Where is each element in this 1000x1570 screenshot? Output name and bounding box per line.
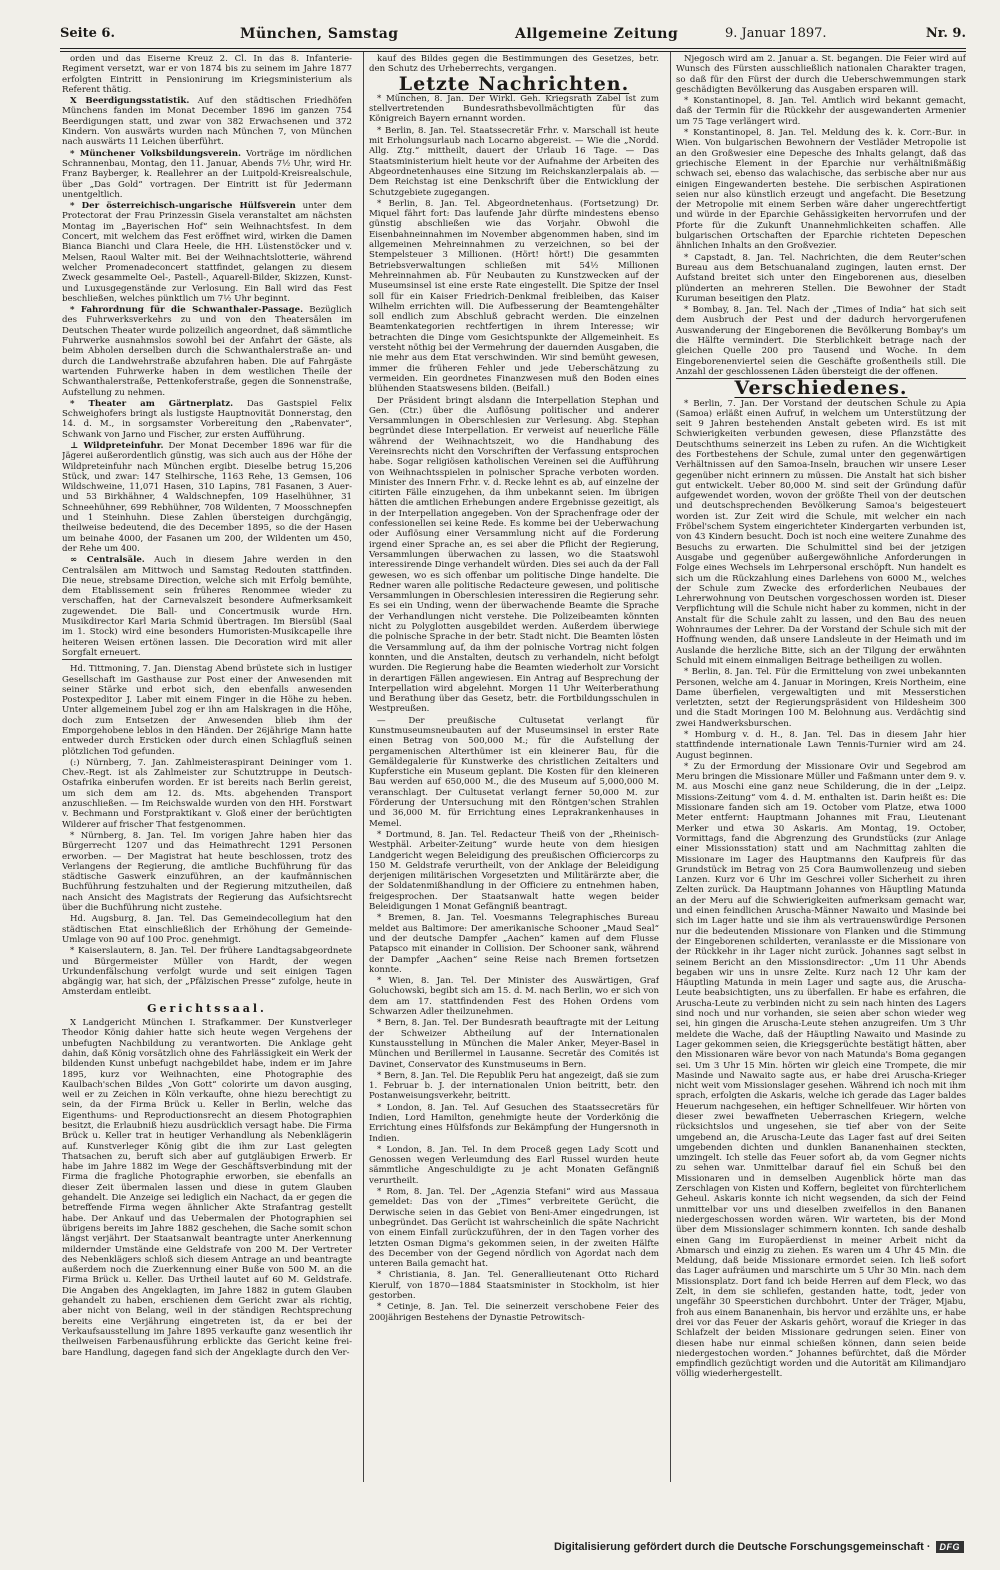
article-paragraph: * Berlin, 8. Jan. Tel. Abgeordnetenhaus. (Fortsetzung) Dr. Miquel fährt fort: Das laufende Jahr dürfte mindestens ebenso günstig abschließen wie das Vorjahr. Obwohl die Eisenbahneinnahmen im November abgenommen haben, sind im allgemeinen Mehreinnahmen zu verzeichnen, so bei der Stempelsteuer 3 Millionen. (Hört! hört!) Die gesammten Betriebsverwaltungen schließen mit 54½ Millionen Mehreinnahmen ab. Für Neubauten zu Kunstzwecken auf der Museumsinsel ist eine erste Rate eingestellt. Die Spitze der Insel soll für ein Kaiser Friedrich-Denkmal freibleiben, das Kaiser Wilhelm errichten will. Die Aufbesserung der Beamtengehälter soll endlich zum Abschluß gebracht werden. Die einzelnen Beamtenkategorien rechtfertigen in ihrem Interesse; wir betrachten die Dinge vom Gesichtspunkte der Allgemeinheit. Es versteht nöthig bei der Vermehrung der dauernden Ausgaben, die nie mehr aus dem Etat verschwinden. Wir sind bemüht gewesen, immer die früheren Fehler und jede Ueberschätzung zu vermeiden. Ein geordnetes Finanzwesen muß den Boden eines blühenden Staatswesens bilden. (Beifall.)	[369, 198, 659, 395]
article-text: Vorträge im nördlichen Schrannenbau, Montag, den 11. Januar, Abends 7½ Uhr, wird Hr. Franz Bayberger, k. Reallehrer an der Luitpold-Kreisrealschule, über „Das Gold“ vortragen. Der Eintritt ist für Jedermann unentgeltlich.	[62, 148, 352, 200]
article-paragraph	[62, 149, 352, 200]
article-paragraph: * London, 8. Jan. Tel. In dem Proceß gegen Lady Scott und Genossen wegen Verleumdung des Earl Russel wurden heute sämmtliche Angeschuldigte zu je acht Monaten Gefängniß verurtheilt.	[369, 1144, 659, 1186]
article-heading: ∞ Centralsäle.	[70, 555, 145, 566]
article-paragraph: * Cetinje, 8. Jan. Tel. Die seinerzeit verschobene Feier des 200jährigen Bestehens der Dynastie Petrowitsch-	[369, 1302, 659, 1323]
article-paragraph	[62, 555, 352, 658]
article-paragraph	[62, 201, 352, 304]
article-paragraph: * Berlin, 8. Jan. Tel. Für die Ermittelung von zwei unbekannten Personen, welche am 4. Januar in Moringen, Kreis Northeim, eine Dame überfielen, vergewaltigten und mit Messerstichen verletzten, setzt der Regierungspräsident von Hildesheim 300 und die Stadt Moringen 100 M. Belohnung aus. Verdächtig sind zwei Handwerksburschen.	[676, 667, 966, 729]
article-paragraph: * Bremen, 8. Jan. Tel. Voesmanns Telegraphisches Bureau meldet aus Baltimore: Der amerikanische Schooner „Maud Seal“ und der deutsche Dampfer „Aachen“ kamen auf dem Flusse Patapsco mit einander in Collision. Der Schooner sank, während der Dampfer „Aachen“ seine Reise nach Bremen fortsetzen konnte.	[369, 913, 659, 975]
article-paragraph: * Bombay, 8. Jan. Tel. Nach der „Times of India“ hat sich seit dem Ausbruch der Pest und der dadurch hervorgerufenen Auswanderung der Eingeborenen die Bevölkerung Bombay's um die Hälfte vermindert. Die Sterblichkeit betrage nach der gleichen Quelle 200 pro Tausend und Woche. In dem Eingeborenenviertel seien die Geschäfte großentheils still. Die Anzahl der geschlossenen Läden übersteigt die der offenen.	[676, 305, 966, 377]
article-paragraph: orden und das Eiserne Kreuz 2. Cl. In das 8. Infanterie-Regiment versetzt, war er von 1874 bis zu seinem im Jahre 1877 erfolgten Eintritt in Pensionirung im Kriegsministerium als Referent thätig.	[62, 54, 352, 95]
article-heading: ⊥ Wildpreteinfuhr.	[70, 440, 164, 451]
article-paragraph: — Der preußische Cultusetat verlangt für Kunstmuseumsneubauten auf der Museumsinsel in erster Rate einen Betrag von 500,000 M.; für die Aufstellung der pergamenischen Alterthümer ist ein kleinerer Bau, für die Gemäldegalerie für Kunstwerke des christlichen Zeitalters und Kupferstiche ein Museum geplant. Die Kosten für den kleineren Bau werden auf 650,000 M., die des Museum auf 5,000,000 M. veranschlagt. Der Cultusetat verlangt ferner 50,000 M. zur Förderung der Untersuchung mit den Röntgen'schen Strahlen und 36,000 M. für Errichtung eines Leprakrankenhauses in Memel.	[369, 715, 659, 829]
article-paragraph: * Capstadt, 8. Jan. Tel. Nachrichten, die dem Reuter'schen Bureau aus dem Betschuanaland zugingen, lauten ernst. Der Aufstand breitet sich unter den Eingeborenen aus, dieselben plünderten an mehreren Stellen. Die Bewohner der Stadt Kuruman beseitigen den Platz.	[676, 252, 966, 304]
newspaper-title: Allgemeine Zeitung	[515, 26, 679, 42]
issue-number: Nr. 9.	[925, 26, 966, 41]
article-heading: * Fahrordnung für die Schwanthaler-Passage.	[70, 305, 304, 316]
column-3	[676, 54, 966, 1482]
header-rule-thin	[60, 51, 966, 52]
article-paragraph	[62, 399, 352, 440]
column-divider	[670, 52, 671, 1482]
article-paragraph	[62, 441, 352, 554]
article-paragraph: * Wien, 8. Jan. Tel. Der Minister des Auswärtigen, Graf Goluchowski, begibt sich am 15. d. M. nach Berlin, wo er sich von dem am 17. stattfindenden Fest des Hohen Ordens vom Schwarzen Adler theilzunehmen.	[369, 976, 659, 1018]
article-paragraph	[62, 305, 352, 398]
section-heading-miscellaneous: Verschiedenes.	[734, 377, 908, 400]
article-paragraph: * Rom, 8. Jan. Tel. Der „Agenzia Stefani“ wird aus Massaua gemeldet: Das von der „Times“ verbreitete Gerücht, die Derwische seien in das Gebiet von Beni-Amer eingedrungen, ist unbegründet. Das Gerücht ist wahrscheinlich die späte Nachricht von einem Einfall zurückzuführen, der in den Tagen vorher des letzten Osman Digma's gekommen seien, in der zweiten Hälfte des December von der Gegend nördlich von Agordat nach dem unteren Baila gemacht hat.	[369, 1187, 659, 1270]
article-paragraph: * Christiania, 8. Jan. Tel. Generallieutenant Otto Richard Kierulf, von 1870—1884 Staatsminister in Stockholm, ist hier gestorben.	[369, 1270, 659, 1302]
article-text: Auf den städtischen Friedhöfen Münchens fanden im Monat December 1896 im ganzen 754 Beerdigungen statt, und zwar von 382 Erwachsenen und 372 Kindern. Von auswärts wurden nach München 7, von München nach auswärts 11 Leichen überführt.	[62, 96, 352, 148]
article-paragraph: Hd. Augsburg, 8. Jan. Tel. Das Gemeindecollegium hat den städtischen Etat einschließlich der Erhöhung der Gemeinde-Umlage von 90 auf 100 Proc. genehmigt.	[62, 914, 352, 945]
article-paragraph: * Bern, 8. Jan. Tel. Die Republik Peru hat angezeigt, daß sie zum 1. Februar b. J. der internationalen Union beitritt, betr. den Postanweisungsverkehr, beitritt.	[369, 1070, 659, 1102]
column-divider	[363, 52, 364, 1482]
article-paragraph: * Zu der Ermordung der Missionare Ovir und Segebrod am Meru bringen die Missionare Müller und Faßmann unter dem 9. v. M. aus Moschi eine ganz neue Schilderung, die in der „Leipz. Missions-Zeitung“ vom 4. d. M. enthalten ist. Darin heißt es: Die Missionare fanden sich am 19. October vom Platze, etwa 1000 Meter entfernt: Hauptmann Johannes mit Frau, Lieutenant Merker und etwa 30 Askaris. Am Montag, 19. October, Vormittags, fand die Abgrenzung des Grundstücks (zur Anlage einer Missionsstation) statt und am Nachmittag zahlten die Missionare im Lager des Hauptmanns den Kaufpreis für das Grundstück im Betrag von 25 Cora Baumwollenzeug und sieben Lanzen. Kurz vor 6 Uhr im Geschrei voller Sicherheit zu ihren Zelten zurück. Da Hauptmann Johannes von Häuptling Matunda an der Meru auf die Schwierigkeiten aufmerksam gemacht war, und einen feindlichen Aruscha-Männer Nawaito und Masinde bei sich im Lager hatte und sie ihm als vertrauenswürdige Personen nur die bedeutenden Missionare von Flanken und die Stimmung der Eingeborenen schilderten, veranlasste er die Missionare von der Rückkehr in ihr Lager nicht zurück. Johannes sagt selbst in seinem Bericht an den Missionsdirector: „Um 11 Uhr Abends begaben wir uns in unsre Zelte. Kurz nach 12 Uhr kam der Häuptling Matunda in mein Lager und sagte aus, die Aruscha-Leute beabsichtigten, uns zu überfallen. Er habe es erfahren, die Aruscha-Leute zu verbinden nicht zu sein nach hinten des Lagers sind noch und nur vorhanden, sie seien aber schon wieder weg sei, hin gingen die Aruscha-Leute stehen anzugreifen. Um 3 Uhr meldete die Wache, daß der Häuptling Nawaito und Masinde zu Lager gekommen seien, die Kriegsgerüchte bestätigt hätten, aber den Missionaren wäre bevor von nach Matunda's Boma gegangen sei. Um 3 Uhr 15 Min. hörten wir gleich eine Trompete, die mir Masinde und Nawaito sagte aus, er habe drei Aruscha-Krieger nicht weit vom Missionslager gesehen. Während ich noch mit ihm sprach, erfolgten die Askaris, welche ich gerade das Lager baldes Heuerum nachgesehen, ein heftiger Schnellfeuer. Wir hörten von dieser zwei bewaffneten Ueberraschen Kriegern, welche rücksichtslos und ungesehen, sie tief aber von der Seite umgebend an, die Aruscha-Leute das Lager fast auf drei Seiten umgebenden dichten und dunklen Bananenhainen steckten, umzingelt. Ich stelle das Feuer sofort ab, da vom Gegner nichts zu sehen war. Unmittelbar darauf fiel ein Schuß bei den Missionaren und in demselben Augenblick hörte man das Zerschlagen von Kisten und Koffern, begleitet von fürchterlichem Geheul. Askaris konnte ich nicht wegsenden, da sich der Feind unmittelbar vor uns und dieselben zweifellos in den Bananen niedergeschossen worden wären. Wir warteten, bis der Mond über dem Missionslager schimmern konnten. Ich sande deshalb einen Gang im Europäerdienst in meiner Arbeit nicht da Abmarsch und einzig zu ziehen. Es waren um 4 Uhr 45 Min. die Meldung, daß beide Missionare ermordet seien. Ich ließ sofort das Lager aufräumen und marschirte um 5 Uhr 30 Min. nach dem Missionsplatz. Dort fand ich beide Herren auf dem Fleck, wo das Zelt, in dem sie schliefen, gestanden hatte, todt, jeder von ungefähr 30 Speerstichen durchbohrt. Unter der Träger, Mjabu, froh aus einem Bananenhain, bis hervor und erzählte uns, er habe drei vor das Feuer der Askaris gehört, worauf die Krieger in das Schlafzelt der beiden Missionare gedrungen seien. Einer von diesen habe nur einmal schießen können, dann seien beide niedergestochen worden.“ Johannes befürchtet, daß die Mörder empfindlich gezüchtigt worden und die Autorität am Kilimandjaro völlig wiederhergestellt.	[676, 761, 966, 1380]
article-paragraph: * Berlin, 7. Jan. Der Vorstand der deutschen Schule zu Apia (Samoa) erläßt einen Aufruf, in welchem um Unterstützung der seit 9 Jahren bestehenden Anstalt gebeten wird. Es ist mit Schwierigkeiten verbunden gewesen, diese Pflanzstätte des Deutschthums seinerzeit ins Leben zu rufen. An die Wichtigkeit des Fortbestehens der Schule, zumal unter den gegenwärtigen Verhältnissen auf den Samoa-Inseln, brauchen wir unsere Leser gegenüber nicht erinnern zu müssen. Die Anstalt hat sich bisher gut entwickelt. Ueber 80,000 M. sind seit der Gründung dafür aufgewendet worden, wovon der größte Theil von der deutschen und deutschsprechenden Bevölkerung Samoa's beigesteuert worden ist. Zur Zeit wird die Schule, mit welcher ein nach Fröbel'schem System eingerichteter Kindergarten verbunden ist, von 43 Kindern besucht. Doch ist noch eine weitere Zunahme des Besuchs zu erwarten. Die Schulmittel sind bei der jetzigen Ausgabe und gegenüber außergewöhnliche Anforderungen in Folge eines Wechsels im Lehrpersonal erschöpft. Nun handelt es sich um die Rückzahlung eines Darlehens von 6000 M., welches der Schule zum Zwecke des erforderlichen Neubaues der Lehrerwohnung von Deutschen vorgeschossen worden ist. Dieser Verpflichtung will die Schule nicht haber zu kommen, nicht in der Anstalt für die Schule zahlt zu lassen, und den Bau des neuen Wohnraumes der Lehrer. Da der Vorstand der Schule sich mit der Hoffnung wenden, daß unsere Landsleute in der Heimath und im Auslande die herzliche Bitte, sich an der Tilgung der erwähnten Schuld mit einem einmaligen Beitrage betheiligen zu wollen.	[676, 398, 966, 666]
issue-date: 9. Januar 1897.	[725, 26, 827, 41]
article-paragraph: * Kaiserslautern, 8. Jan. Tel. Der frühere Landtagsabgeordnete und Bürgermeister Müller von Hardt, der wegen Urkundenfälschung verfolgt wurde und seit einigen Tagen abgängig war, hat sich, der „Pfälzischen Presse“ zufolge, heute in Amsterdam entleibt.	[62, 946, 352, 998]
header-rule	[60, 48, 966, 49]
article-text: Bezüglich des Fuhrwerksverkehrs zu und von den Theatersälen im Deutschen Theater wurde polizeilich angeordnet, daß sämmtliche Fuhrwerke ausnahmslos sowohl bei der Anfahrt der Gäste, als beim Abholen derselben durch die Schwanthalerstraße an- und durch die Landwehrstraße abzufahren haben. Die auf Fahrgäste wartenden Fuhrwerke haben in dem westlichen Theile der Schwanthalerstraße, Pettenkoferstraße, gegen die Sonnenstraße, Aufstellung zu nehmen.	[62, 305, 352, 398]
article-paragraph: * London, 8. Jan. Tel. Auf Gesuchen des Staatssecretärs für Indien, Lord Hamilton, genehmigte heute der Vorderkönig die Errichtung eines Hülfsfonds zur Bekämpfung der Hungersnoth in Indien.	[369, 1102, 659, 1144]
article-paragraph: * Nürnberg, 8. Jan. Tel. Im vorigen Jahre haben hier das Bürgerrecht 1207 und das Heimathrecht 1291 Personen erworben. — Der Magistrat hat heute beschlossen, trotz des Verlangens der Regierung, die amtliche Buchführung für das städtische Gaswerk einzuführen, an der kaufmännischen Buchführung festzuhalten und der Regierung mitzutheilen, daß nach Ansicht des Magistrats der Regierung das Aufsichtsrecht über die Buchführung nicht zustehe.	[62, 830, 352, 914]
article-text: unter dem Protectorat der Frau Prinzessin Gisela veranstaltet am nächsten Montag im „Bayerischen Hof“ sein Weihnachtsfest. In dem Concert, mit welchem das Fest eröffnet wird, wirken die Damen Bianca Bianchi und Clara Heele, die HH. Lüstenstöcker und v. Melsen, Raoul Walter mit. Bei der Weihnachtslotterie, während welcher Promenadeconcert stattfindet, gelangen zu diesem Zweck gesammelte Oel-, Pastell-, Aquarell-Bilder, Skizzen, Kunst- und Luxusgegenstände zur Verlosung. Ein Ball wird das Fest beschließen, welches pünktlich um 7½ Uhr beginnt.	[62, 201, 352, 304]
article-heading: * Theater am Gärtnerplatz.	[70, 398, 234, 409]
section-heading-latest-news: Letzte Nachrichten.	[398, 72, 630, 95]
column-2	[369, 54, 659, 1482]
article-paragraph: * Dortmund, 8. Jan. Tel. Redacteur Theiß von der „Rheinisch-Westphäl. Arbeiter-Zeitung“ wurde heute von dem hiesigen Landgericht wegen Beleidigung des preußischen Officiercorps zu 150 M. Geldstrafe verurtheilt, von der Anklage der Beleidigung derjenigen militärischen Vorgesetzten und Militärärzte aber, die der Soldatenmißhandlung in der Officiere zu entnehmen haben, freigesprochen. Der Staatsanwalt hatte wegen beider Beleidigungen 1 Monat Gefängniß beantragt.	[369, 829, 659, 913]
section-heading-court: Gerichtssaal.	[147, 1001, 267, 1015]
article-text: Auch in diesem Jahre werden in den Centralsälen am Mittwoch und Samstag Redouten stattfinden. Die neue, strebsame Direction, welche sich mit Erfolg bemühte, dem Etablissement sein früheres Renommee wieder zu verschaffen, hat der Carnevalszeit besondere Aufmerksamkeit zugewendet. Die Ball- und Concertmusik wurde Hrn. Musikdirector Karl Maria Schmid übertragen. Im Biersübl (Saal im 1. Stock) wird eine besonders Humoristen-Musikcapelle ihre heiteren Weisen ertönen lassen. Die Decoration wird mit aller Sorgfalt erneuert.	[62, 555, 352, 658]
column-1	[62, 54, 352, 1482]
article-paragraph: (:) Nürnberg, 7. Jan. Zahlmeisteraspirant Deininger vom 1. Chev.-Regt. ist als Zahlmeister zur Schutztruppe in Deutsch-Ostafrika einberufen worden. Er ist bereits nach Berlin gereist, um sich dem am 12. ds. Mts. abgehenden Transport anzuschließen. — Im Reichswalde wurden von den HH. Forstwart v. Bechmann und Forstpraktikant v. Gloß einer der berüchtigten Wilderer auf frischer That festgenommen.	[62, 757, 352, 830]
section-divider	[62, 659, 352, 660]
article-paragraph: Der Präsident bringt alsdann die Interpellation Stephan und Gen. (Ctr.) über die Auflösung politischer und anderer Versammlungen in Oberschlesien zur Verlesung. Abg. Stephan begründet diese Interpellation. Er verweist auf neuerliche Fälle während der Weihnachtszeit, wo die Handhabung des Vereinsrechts nicht den Vorschriften der Verfassung entsprochen habe. Sogar religiösen katholischen Vereinen sei die Aufführung von Weihnachtsspielen in polnischer Sprache verboten worden. Minister des Innern Frhr. v. d. Recke lehnt es ab, auf einzelne der citirten Fälle einzugehen, da ihm unbekannt seien. Im übrigen hätten die amtlichen Erhebungen andere Ergebnisse gezeitigt, als in der Interpellation angegeben. Von der Sprachenfrage oder der confessionellen sei keine Rede. Es komme bei der Ueberwachung oder Auflösung einer Versammlung nicht auf die Forderung irgend einer Sprache an, es sei aber die Pflicht der Regierung, Versammlungen überwachen zu lassen, wo die Staatswohl interessirende Dinge verhandelt würden. Dies sei auch da der Fall gewesen, wo es sich offenbar um politische Dinge handelte. Die Redner waren alle politische Redacteure gewesen, und politische Versammlungen in Oberschlesien interessiren die Regierung sehr. Es sei ein Unding, wenn der überwachende Beamte die Sprache der Verhandlungen nicht verstehe. Die Polizeibeamten könnten nicht zu Polyglotten ausgebildet werden. Außerdem überwiege die polnische Sprache in der betr. Stadt nicht. Die Beamten lösten die Versammlung auf, da ihm der polnische Vortrag nicht folgen konnten, und die Anstalten, deutsch zu verhandeln, nicht befolgt wurden. Die Regierung habe die Beamten wiederholt zur Vorsicht in derartigen Fällen angewiesen. Ein Antrag auf Besprechung der Interpellation wird abgelehnt. Morgen 11 Uhr Weiterberathung und Berathung über das Gesetz, betr. die Fortbildungsschulen in Westpreußen.	[369, 395, 659, 715]
article-text: Der Monat December 1896 war für die Jägerei außerordentlich günstig, was sich auch aus der Höhe der Wildpreteinfuhr nach München ergibt. Dieselbe betrug 15,206 Stück, und zwar: 147 Stelhirsche, 1163 Rehe, 13 Gemsen, 106 Wildschweine, 11,071 Hasen, 310 Lapins, 781 Fasanen, 3 Auer- und 53 Birkhähner, 4 Waldschnepfen, 109 Haselhühner, 31 Schneehühner, 699 Rebhühner, 708 Wildenten, 7 Moosschnepfen und 1 Steinhuhn. Diese Zahlen übersteigen durchgängig, theilweise bedeutend, die des December 1895, so die der Hasen um beinahe 4000, der Fasanen um 200, der Wildenten um 450, der Rehe um 400.	[62, 440, 352, 554]
article-paragraph: X Landgericht München I. Strafkammer. Der Kunstverleger Theodor König dahier hatte sich heute wegen Vergehens der unbefugten Nachbildung zu verantworten. Die Anklage geht dahin, daß König vorsätzlich ohne des Fahrlässigkeit ein Werk der bildenden Kunst unbefugt nachgebildet habe, indem er im Jahre 1895, kurz vor Weihnachten, eine Photographie des Kaulbach'schen Bildes „Von Gott“ colorirte um davon ausging, weil er zu Zeichen in Köln verkaufte, ohne hiezu berechtigt zu sein, da der Firma Brück u. Keller in Berlin, welche das Eigenthums- und Reproductionsrecht an diesem Photographien besitzt, die Erlaubniß hiezu ausdrücklich versagt habe. Die Firma Brück u. Keller trat in heutiger Verhandlung als Nebenklägerin auf. Kunstverleger König gibt die ihm zur Last gelegten Thatsachen zu, beruft sich aber auf gutgläubigen Erwerb. Er habe im Jahre 1882 im Wege der Geschäftsverbindung mit der Firma die fragliche Photographie erworben, sie ebenfalls an dieser Zeit übermalen lassen und diese in gutem Glauben gehandelt. Die Anzeige sei lediglich ein Nachact, da er gegen die betreffende Firma wegen ähnlicher Akte Strafantrag gestellt habe. Der Ankauf und das Uebermalen der Photographien sei übrigens bereits im Jahre 1882 geschehen, die Sache somit schon längst verjährt. Der Staatsanwalt beantragte unter Anerkennung mildernder Umstände eine Geldstrafe von 200 M. Der Vertreter des Nebenklägers schloß sich diesem Antrage an und beantragte außerdem noch die Zuerkennung einer Buße von 500 M. an die Firma Brück u. Keller. Das Urtheil lautet auf 60 M. Geldstrafe. Die Angaben des Angeklagten, im Jahre 1882 in gutem Glauben gehandelt zu haben, erschienen dem Gericht zwar als richtig, aber nicht von Belang, weil in der ständigen Rechtsprechung bereits eine Verjährung eingetreten ist, da er bei der Verkaufsausstellung im Jahre 1895 verkaufte ganz wesentlich ihr theilweisen Farbenausführung erblickte das Gericht keine frei-bare Handlung, dagegen fand sich der Angeklagte durch den Ver-	[62, 1018, 352, 1358]
article-paragraph: * Konstantinopel, 8. Jan. Tel. Amtlich wird bekannt gemacht, daß der Termin für die Rückkehr der ausgewanderten Armenier um 75 Tage verlängert wird.	[676, 96, 966, 127]
article-paragraph: * Bern, 8. Jan. Tel. Der Bundesrath beauftragte mit der Leitung der Schweizer Abtheilung auf der Internationalen Kunstausstellung in München die Maler Anker, Meyer-Basel in München und Berillermel in Lausanne. Secretär des Comités ist Davinet, Conservator des Kunstmuseums in Bern.	[369, 1018, 659, 1070]
page-header	[60, 26, 966, 48]
article-paragraph: * Konstantinopel, 8. Jan. Tel. Meldung des k. k. Corr.-Bur. in Wien. Von bulgarischen Bewohnern der Vestläder Metropolie ist an den Großwesier eine Depesche des Inhalts gelangt, daß das griechische Element in der Eparchie nur verhältnißmäßig schwach sei, ebenso das walachische, das serbische aber nur aus einigen Eingewanderten bestehe. Die serbischen Aspirationen seien nur also künstlich erzeugt und angefacht. Die Besetzung der Metropolie mit einem Serben wäre daher ungerechtfertigt und würde in der Eparchie Gehässigkeiten hervorrufen und der Pforte für die Zukunft Unannehmlichkeiten schaffen. Alle bulgarischen Ortschaften der Eparchie richteten Depeschen ähnlichen Inhalts an den Großvezier.	[676, 128, 966, 252]
digitization-credit	[554, 1536, 964, 1558]
article-paragraph: Njegosch wird am 2. Januar a. St. begangen. Die Feier wird auf Wunsch des Fürsten ausschließlich nationalen Charakter tragen, so daß für den Fürst der durch die Ueberschwemmungen stark geschädigten Bevölkerung das Ausgaben ersparen will.	[676, 54, 966, 95]
article-paragraph	[62, 96, 352, 147]
article-paragraph: * Berlin, 8. Jan. Tel. Staatssecretär Frhr. v. Marschall ist heute mit Erholungsurlaub nach Locarno abgereist. — Wie die „Nordd. Allg. Ztg.“ mittheilt, dauert der Urlaub 16 Tage. — Das Staatsministerium hielt heute vor der Aufnahme der Arbeiten des Abgeordnetenhauses eine Sitzung im Reichskanzlerpalais ab. — Dem Reichstag ist eine Denkschrift über die Entwicklung der Schutzgebiete zugegangen.	[369, 125, 659, 198]
page-number: Seite 6.	[60, 26, 115, 41]
place-and-day: München, Samstag	[240, 26, 399, 42]
article-paragraph: * München, 8. Jan. Der Wirkl. Geh. Kriegsrath Zabel ist zum stellvertretenden Bundesrathsbevollmächtigten für das Königreich Bayern ernannt worden.	[369, 93, 659, 125]
article-paragraph: kauf des Bildes gegen die Bestimmungen des Gesetzes, betr. den Schutz des Urheberrechts, vergangen.	[369, 54, 659, 75]
credit-text: Digitalisierung gefördert durch die Deutsche Forschungsgemeinschaft ·	[553, 1541, 931, 1553]
article-text: Das Gastspiel Felix Schweighofers bringt als lustigste Hauptnovität Donnerstag, den 14. d. M., in sorgsamster Vorbereitung den „Rabenvater“, Schwank von Jarno und Fischer, zur ersten Aufführung.	[62, 398, 352, 440]
dfg-logo: DFG	[936, 1541, 965, 1553]
article-heading: * Der österreichisch-ungarische Hülfsverein	[70, 201, 296, 212]
article-paragraph: Hd. Tittmoning, 7. Jan. Dienstag Abend brüstete sich in lustiger Gesellschaft im Gasthause zur Post einer der Anwesenden mit seiner Stärke und erbot sich, den ebenfalls anwesenden Postexpeditor J. Laber mit einem Finger in die Höhe zu heben. Unter allgemeinem Jubel zog er ihn am Halskragen in die Höhe, doch zum Entsetzen der Anwesenden blieb ihm der Emporgehobene leblos in den Händen. Der 26jährige Mann hatte entweder durch Ersticken oder durch einen Schlagfluß seinen plötzlichen Tod gefunden.	[62, 664, 352, 757]
article-heading: * Münchener Volksbildungsverein.	[70, 148, 241, 159]
article-heading: X Beerdigungsstatistik.	[70, 96, 190, 107]
article-paragraph: * Homburg v. d. H., 8. Jan. Tel. Das in diesem Jahr hier stattfindende internationale Lawn Tennis-Turnier wird am 24. August beginnen.	[676, 730, 966, 761]
